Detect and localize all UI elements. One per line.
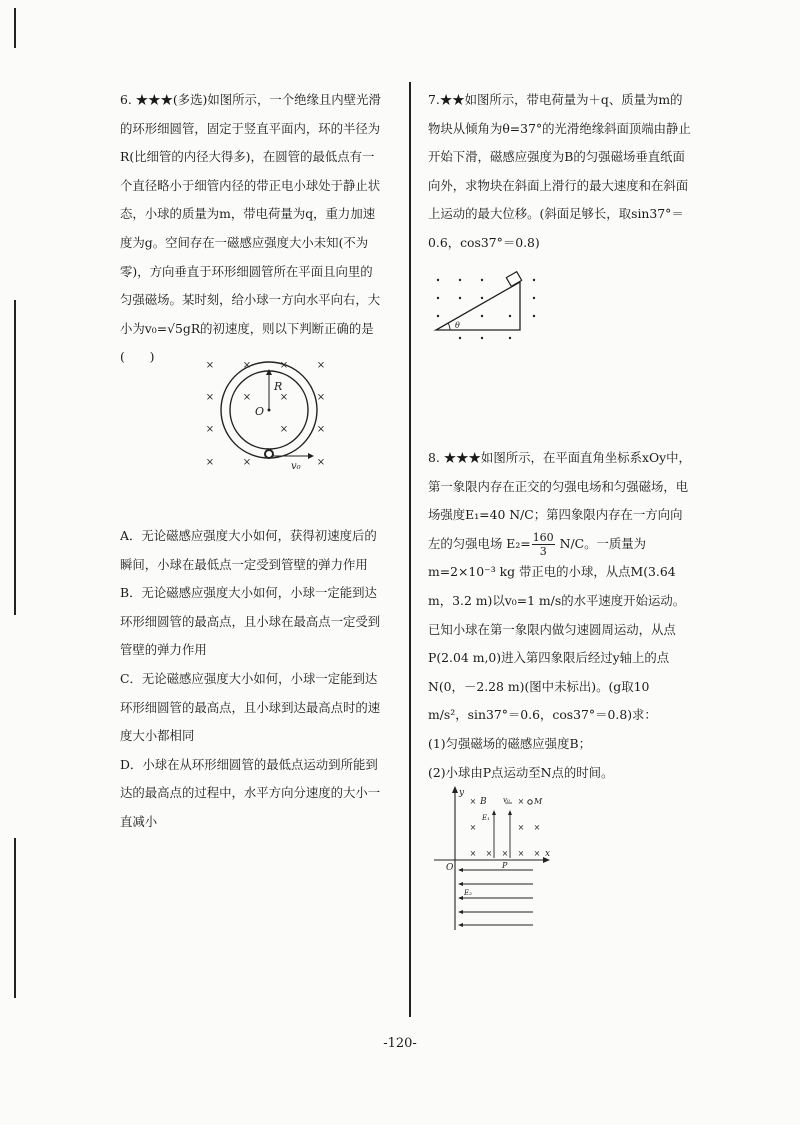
q8-cross: ×: [469, 849, 477, 858]
q7-dot: [459, 279, 461, 281]
q6-cross: ×: [242, 457, 252, 468]
q8-cross: ×: [501, 849, 509, 858]
question-7: [428, 86, 692, 258]
q8-cross: ×: [517, 797, 525, 806]
q8-label-x: x: [545, 849, 551, 859]
q8-stem: [428, 444, 692, 730]
q6-label-o: O: [255, 405, 265, 418]
q8-stem-part2: N/C。一质量为m=2×10⁻³ kg 带正电的小球，从点M(3.64 m，3.2 m)以v₀=1 m/s的水平速度开始运动。已知小球在第一象限内做匀速圆周运动，从点P(2.04 m,0)进入第四象限后经过y轴上的点N(0，－2.28 m)(图中未标出)。(g取10 m/s²，sin37°＝0.6，cos37°＝0.8)求：: [428, 535, 686, 723]
q6-cross: ×: [242, 392, 252, 403]
q7-dot: [459, 337, 461, 339]
q8-cross: ×: [533, 849, 541, 858]
q8-cross: ×: [517, 823, 525, 832]
q7-dot: [509, 337, 511, 339]
q6-cross: ×: [279, 392, 289, 403]
q7-dot: [533, 297, 535, 299]
q8-label-e1: E₁: [482, 814, 490, 822]
q7-incline-figure: [430, 268, 550, 344]
q8-label-o: O: [446, 863, 454, 873]
q8-label-y: y: [459, 788, 465, 798]
q8-y-arrow: [452, 786, 458, 793]
q8-cross: ×: [469, 797, 477, 806]
q8-e2-arrowheads: [458, 868, 463, 927]
q7-label-theta: θ: [455, 321, 460, 330]
q8-e2-arrow: [458, 868, 463, 872]
q6-cross: ×: [205, 360, 215, 371]
q6-cross: ×: [316, 392, 326, 403]
q6-option-c: C．无论磁感应强度大小如何，小球一定能到达环形细圆管的最高点，且小球到达最高点时的速度大小都相同: [120, 670, 381, 744]
q8-coordinate-figure: [430, 784, 560, 934]
q8-e2-numerator: 160: [532, 530, 554, 544]
q6-cross: ×: [205, 424, 215, 435]
q6-option-b: B．无论磁感应强度大小如何，小球一定能到达环形细圆管的最高点，且小球在最高点一定受到管壁的弹力作用: [120, 585, 381, 658]
q6-radius-arrow: [266, 369, 272, 375]
q7-dot: [533, 315, 535, 317]
q7-dot: [437, 315, 439, 317]
question-8: [428, 444, 692, 787]
q6-cross: ×: [316, 360, 326, 371]
q7-dot: [481, 279, 483, 281]
q7-dot: [481, 297, 483, 299]
q6-cross: ×: [316, 457, 326, 468]
q7-dot: [437, 297, 439, 299]
q8-e2-denominator: 3: [539, 544, 547, 558]
q8-cross: ×: [485, 849, 493, 858]
q7-dot: [459, 297, 461, 299]
q7-dot: [481, 337, 483, 339]
binding-edge-mid: [14, 300, 16, 615]
q8-e2-arrow: [458, 923, 463, 927]
q6-stem: 6. ★★★(多选)如图所示，一个绝缘且内壁光滑的环形细圆管，固定于竖直平面内，环的半径为R(比细管的内径大得多)，在圆管的最低点有一个直径略小于细管内径的带正电小球处于静止状态，小球的质量为m，带电荷量为q，重力加速度为g。空间存在一磁感应强度大小未知(不为零)，方向垂直于环形细圆管所在平面且向里的匀强磁场。某时刻，给小球一方向水平向右，大小为v₀=√5gR的初速度，则以下判断正确的是( ): [120, 92, 381, 365]
column-divider: [409, 82, 411, 1017]
q8-e1-arrow: [508, 810, 512, 815]
q6-ball: [265, 450, 273, 458]
q6-label-v0: v₀: [291, 461, 301, 472]
q8-e1-arrow: [492, 810, 496, 815]
q6-cross: ×: [205, 457, 215, 468]
q6-cross: ×: [316, 424, 326, 435]
q8-label-b: B: [480, 797, 487, 807]
q8-cross: ×: [533, 823, 541, 832]
q7-stem: 7.★★如图所示，带电荷量为＋q、质量为m的物块从倾角为θ=37°的光滑绝缘斜面顶端由静止开始下滑，磁感应强度为B的匀强磁场垂直纸面向外，求物块在斜面上滑行的最大速度和在斜面上运动的最大位移。(斜面足够长，取sin37°＝0.6，cos37°＝0.8): [428, 92, 691, 250]
q8-e2-arrow: [458, 910, 463, 914]
q8-point-m: [528, 800, 532, 804]
q8-stem-part1: 8. ★★★如图所示，在平面直角坐标系xOy中，第一象限内存在正交的匀强电场和匀强磁场，电场强度E₁=40 N/C；第四象限内存在一方向向左的匀强电场 E₂=: [428, 450, 691, 551]
page-number: -120-: [383, 1036, 417, 1051]
q6-cross: ×: [205, 392, 215, 403]
q8-label-v0: v₀: [503, 796, 510, 804]
binding-edge-bottom: [14, 838, 16, 998]
q7-incline: [436, 282, 520, 330]
q8-cross: ×: [517, 849, 525, 858]
binding-edge-top: [14, 8, 16, 48]
q8-label-p: P: [502, 861, 508, 870]
q7-dot: [509, 315, 511, 317]
q8-label-m: M: [534, 797, 543, 806]
q7-dot: [481, 315, 483, 317]
q6-ring-figure: [195, 352, 335, 476]
q8-e2-fraction: [532, 531, 555, 558]
q8-e2-field-lines: [460, 870, 533, 925]
q8-sub-question-2: (2)小球由P点运动至N点的时间。: [428, 764, 614, 780]
q6-cross: ×: [279, 360, 289, 371]
q6-option-a: A．无论磁感应强度大小如何，获得初速度后的瞬间，小球在最低点一定受到管壁的弹力作用: [120, 527, 377, 572]
q6-option-d: D．小球在从环形细圆管的最低点运动到所能到达的最高点的过程中，水平方向分速度的大小一直减小: [120, 756, 381, 829]
q7-angle-arc: [448, 323, 450, 330]
q6-cross: ×: [242, 360, 252, 371]
q8-label-e2: E₂: [464, 889, 472, 897]
q8-e2-arrow: [458, 882, 463, 886]
q6-cross: ×: [279, 424, 289, 435]
q6-label-r: R: [274, 380, 283, 393]
q8-e2-arrow: [458, 896, 463, 900]
q7-dot: [533, 279, 535, 281]
q6-velocity-arrow: [308, 453, 314, 459]
q8-sub-question-1: (1)匀强磁场的磁感应强度B；: [428, 735, 591, 751]
q7-dot: [437, 279, 439, 281]
q8-cross: ×: [469, 823, 477, 832]
